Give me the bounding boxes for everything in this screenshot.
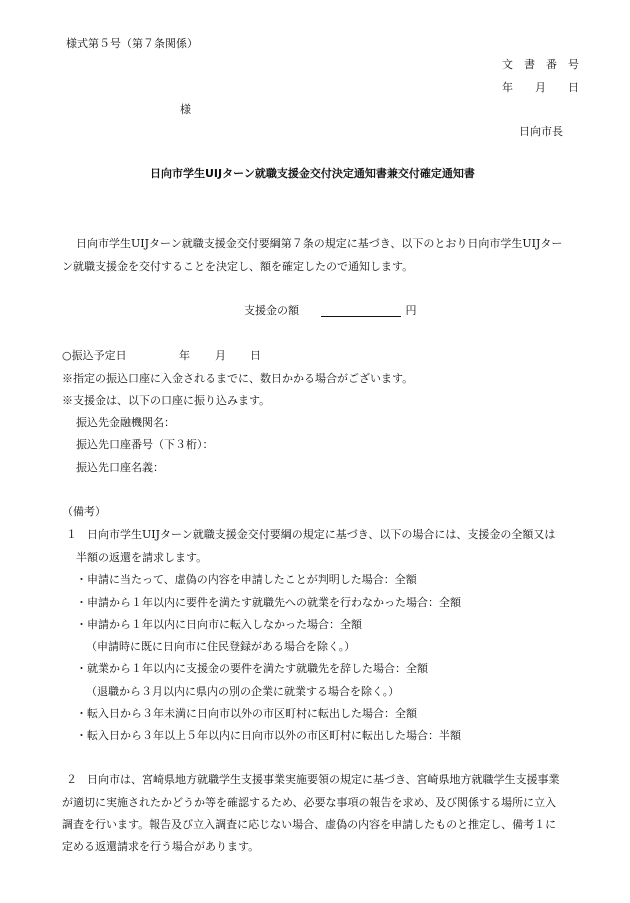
bank-name-label: 振込先金融機関名： <box>76 416 175 429</box>
document-title: 日向市学生UIJターン就職支援金交付決定通知書兼交付確定通知書 <box>150 167 475 180</box>
amount-unit: 円 <box>405 304 417 317</box>
remarks-item-2-line-1: 日向市は、宮崎県地方就職学生支援事業実施要領の規定に基づき、宮崎県地方就職学生支援事業 <box>87 773 560 786</box>
transfer-date-row <box>62 349 261 362</box>
amount-blank[interactable] <box>321 305 401 317</box>
remarks-item-2-line-4: 定める返還請求を行う場合があります。 <box>62 840 260 853</box>
account-name-label: 振込先口座名義： <box>76 461 164 474</box>
addressee-honorific: 様 <box>180 103 191 116</box>
date-label: 年 月 日 <box>502 81 579 94</box>
remarks-bullet: ・申請から１年以内に日向市に転入しなかった場合：全額 <box>76 618 362 631</box>
remarks-bullet-note: （申請時に既に日向市に住民登録がある場合を除く。） <box>86 640 356 653</box>
transfer-month: 月 <box>215 349 226 362</box>
remarks-bullet: ・就業から１年以内に支援金の要件を満たす就職先を辞した場合：全額 <box>76 662 428 675</box>
transfer-day: 日 <box>250 349 261 362</box>
transfer-note-2: ※支援金は、以下の口座に振り込みます。 <box>62 394 271 407</box>
transfer-year: 年 <box>179 349 190 362</box>
intro-line-2: ン就職支援金を交付することを決定し、額を確定したので通知します。 <box>62 260 414 273</box>
remarks-item-1-line-2: 半額の返還を請求します。 <box>76 551 208 564</box>
form-number: 様式第５号（第７条関係） <box>66 37 198 50</box>
remarks-bullet: ・転入日から３年以上５年以内に日向市以外の市区町村に転出した場合：半額 <box>76 729 461 742</box>
amount-row <box>244 304 417 317</box>
remarks-bullet: ・申請から１年以内に要件を満たす就職先への就業を行わなかった場合：全額 <box>76 596 461 609</box>
remarks-item-2-line-3: 調査を行います。報告及び立入調査に応じない場合、虚偽の内容を申請したものと推定し、備考１に <box>62 818 557 831</box>
remarks-item-2-line-2: が適切に実施されたかどうか等を確認するため、必要な事項の報告を求め、及び関係する場所に立入 <box>62 796 557 809</box>
remarks-bullet-note: （退職から３月以内に県内の別の企業に就業する場合を除く。） <box>86 685 400 698</box>
document-number-label: 文 書 番 号 <box>502 58 579 71</box>
transfer-note-1: ※指定の振込口座に入金されるまでに、数日かかる場合がございます。 <box>62 372 414 385</box>
remarks-bullet: ・転入日から３年未満に日向市以外の市区町村に転出した場合：全額 <box>76 707 417 720</box>
amount-label: 支援金の額 <box>244 304 299 317</box>
remarks-bullet: ・申請に当たって、虚偽の内容を申請したことが判明した場合：全額 <box>76 573 417 586</box>
account-number-label: 振込先口座番号（下３桁）： <box>76 438 214 451</box>
transfer-date-label: ○振込予定日 <box>62 349 127 362</box>
issuer-name: 日向市長 <box>519 125 563 138</box>
remarks-item-2-number: ２ <box>66 773 77 786</box>
remarks-item-1-number: １ <box>66 528 77 541</box>
intro-line-1: 日向市学生UIJターン就職支援金交付要綱第７条の規定に基づき、以下のとおり日向市学生UIJター <box>76 237 563 250</box>
remarks-heading: （備考） <box>62 505 106 518</box>
remarks-item-1-line-1: 日向市学生UIJターン就職支援金交付要綱の規定に基づき、以下の場合には、支援金の全額又は <box>87 528 556 541</box>
